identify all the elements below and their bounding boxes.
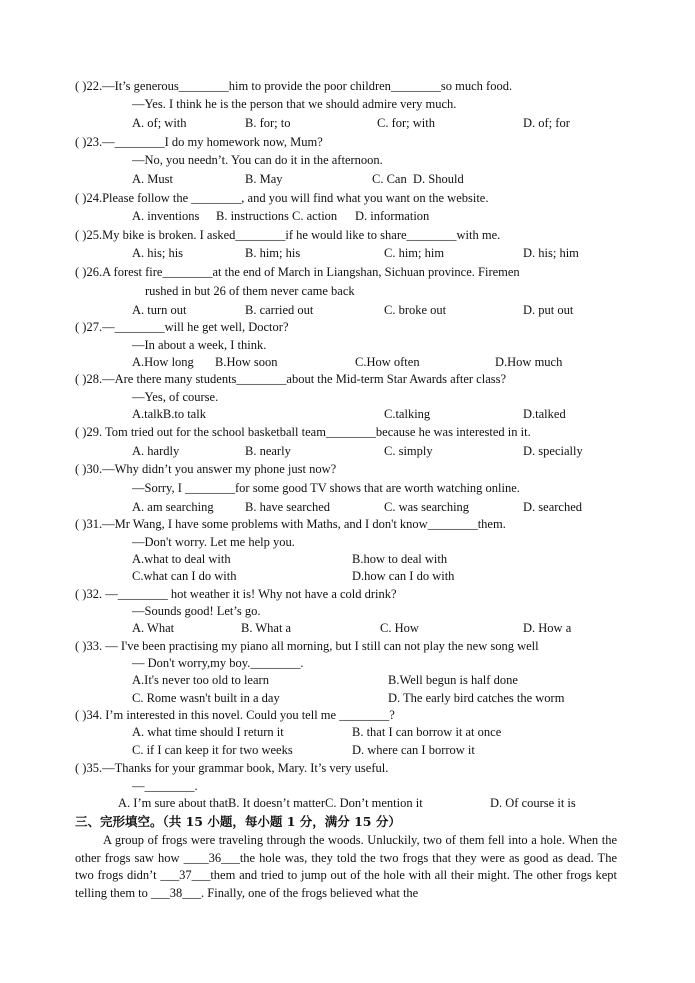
question-26-option-d: D. put out <box>523 303 574 317</box>
question-31-option-b: B.how to deal with <box>352 552 448 566</box>
question-24-option-a: A. inventions <box>132 209 200 223</box>
question-25-option-a: A. his; his <box>132 246 184 260</box>
question-30-stem: ( )30.—Why didn’t you answer my phone just now? <box>75 462 337 476</box>
question-30-option-b: B. have searched <box>245 500 331 514</box>
question-23-stem: ( )23.—________I do my homework now, Mum? <box>75 135 323 149</box>
question-27-option-d: D.How much <box>495 355 563 369</box>
question-25-option-c: C. him; him <box>384 246 445 260</box>
question-34-option-c: C. if I can keep it for two weeks <box>132 743 293 757</box>
question-28-option-ab: A.talkB.to talk <box>132 407 206 421</box>
question-35-option-abc: A. I’m sure about thatB. It doesn’t matterC. Don’t mention it <box>118 796 423 810</box>
question-25-stem: ( )25.My bike is broken. I asked________if he would like to share________with me. <box>75 228 501 242</box>
question-27-option-b: B.How soon <box>215 355 278 369</box>
question-32-option-d: D. How a <box>523 621 572 635</box>
cloze-passage-text: A group of frogs were traveling through the woods. Unluckily, two of them fell into a hole. When the other frogs saw how ____36___the hole was, they told the two frogs that they were as good as dead. The two frogs didn’t ___37___them and tried to jump out of the hole with all their might. The other frogs kept telling them to ___38___. Finally, one of the frogs believed what the <box>75 833 617 900</box>
question-30-option-c: C. was searching <box>384 500 470 514</box>
question-31-option-a: A.what to deal with <box>132 552 231 566</box>
question-23-reply: —No, you needn’t. You can do it in the afternoon. <box>132 153 383 167</box>
question-30-reply: —Sorry, I ________for some good TV shows that are worth watching online. <box>132 481 520 495</box>
question-22-stem: ( )22.—It’s generous________him to provide the poor children________so much food. <box>75 79 513 93</box>
question-26-stem: ( )26.A forest fire________at the end of March in Liangshan, Sichuan province. Firemen <box>75 265 520 279</box>
question-28-reply: —Yes, of course. <box>132 390 219 404</box>
question-23-option-c: C. Can <box>372 172 407 186</box>
question-29-stem: ( )29. Tom tried out for the school basketball team________because he was interested in it. <box>75 425 531 439</box>
question-28-option-d: D.talked <box>523 407 566 421</box>
question-28-stem: ( )28.—Are there many students________about the Mid-term Star Awards after class? <box>75 372 507 386</box>
question-29-option-a: A. hardly <box>132 444 180 458</box>
question-27-option-c: C.How often <box>355 355 420 369</box>
question-31-reply: —Don't worry. Let me help you. <box>132 535 295 549</box>
question-29-option-c: C. simply <box>384 444 433 458</box>
question-23-option-a: A. Must <box>132 172 173 186</box>
question-33-stem: ( )33. — I've been practising my piano all morning, but I still can not play the new song well <box>75 639 539 653</box>
question-33-option-b: B.Well begun is half done <box>388 673 518 687</box>
question-31-option-c: C.what can I do with <box>132 569 237 583</box>
question-26-option-c: C. broke out <box>384 303 447 317</box>
question-28-option-c: C.talking <box>384 407 431 421</box>
question-30-option-d: D. searched <box>523 500 582 514</box>
question-24-stem: ( )24.Please follow the ________, and you will find what you want on the website. <box>75 191 489 205</box>
question-33-option-c: C. Rome wasn't built in a day <box>132 691 280 705</box>
question-33-option-a: A.It's never too old to learn <box>132 673 269 687</box>
question-34-option-a: A. what time should I return it <box>132 725 284 739</box>
question-23-option-b: B. May <box>245 172 283 186</box>
question-22-reply: —Yes. I think he is the person that we should admire very much. <box>132 97 457 111</box>
question-23-option-d: D. Should <box>413 172 464 186</box>
question-27-reply: —In about a week, I think. <box>132 338 267 352</box>
question-22-option-d: D. of; for <box>523 116 570 130</box>
question-35-option-d: D. Of course it is <box>490 796 576 810</box>
question-33-option-d: D. The early bird catches the worm <box>388 691 565 705</box>
question-22-option-a: A. of; with <box>132 116 187 130</box>
question-26-continuation: rushed in but 26 of them never came back <box>145 284 355 298</box>
question-24-option-bc: B. instructions C. action <box>216 209 338 223</box>
question-22-option-b: B. for; to <box>245 116 291 130</box>
question-32-option-b: B. What a <box>241 621 292 635</box>
question-34-option-d: D. where can I borrow it <box>352 743 475 757</box>
question-31-option-d: D.how can I do with <box>352 569 455 583</box>
question-32-stem: ( )32. —________ hot weather it is! Why not have a cold drink? <box>75 587 397 601</box>
question-29-option-d: D. specially <box>523 444 583 458</box>
question-26-option-b: B. carried out <box>245 303 314 317</box>
question-27-stem: ( )27.—________will he get well, Doctor? <box>75 320 289 334</box>
question-33-reply: — Don't worry,my boy.________. <box>132 656 304 670</box>
question-25-option-d: D. his; him <box>523 246 579 260</box>
question-32-reply: —Sounds good! Let’s go. <box>132 604 261 618</box>
question-32-option-a: A. What <box>132 621 175 635</box>
section-3-heading: 三、完形填空。（共 15 小题，每小题 1 分，满分 15 分） <box>75 814 401 829</box>
question-31-stem: ( )31.—Mr Wang, I have some problems with Maths, and I don't know________them. <box>75 517 506 531</box>
question-34-stem: ( )34. I’m interested in this novel. Could you tell me ________? <box>75 708 395 722</box>
question-25-option-b: B. him; his <box>245 246 301 260</box>
question-35-stem: ( )35.—Thanks for your grammar book, Mary. It’s very useful. <box>75 761 389 775</box>
question-30-option-a: A. am searching <box>132 500 214 514</box>
question-32-option-c: C. How <box>380 621 419 635</box>
question-24-option-d: D. information <box>355 209 430 223</box>
question-27-option-a: A.How long <box>132 355 194 369</box>
question-29-option-b: B. nearly <box>245 444 291 458</box>
question-22-option-c: C. for; with <box>377 116 435 130</box>
question-26-option-a: A. turn out <box>132 303 187 317</box>
question-34-option-b: B. that I can borrow it at once <box>352 725 502 739</box>
question-35-reply: —________. <box>132 779 198 793</box>
cloze-passage <box>75 832 617 902</box>
